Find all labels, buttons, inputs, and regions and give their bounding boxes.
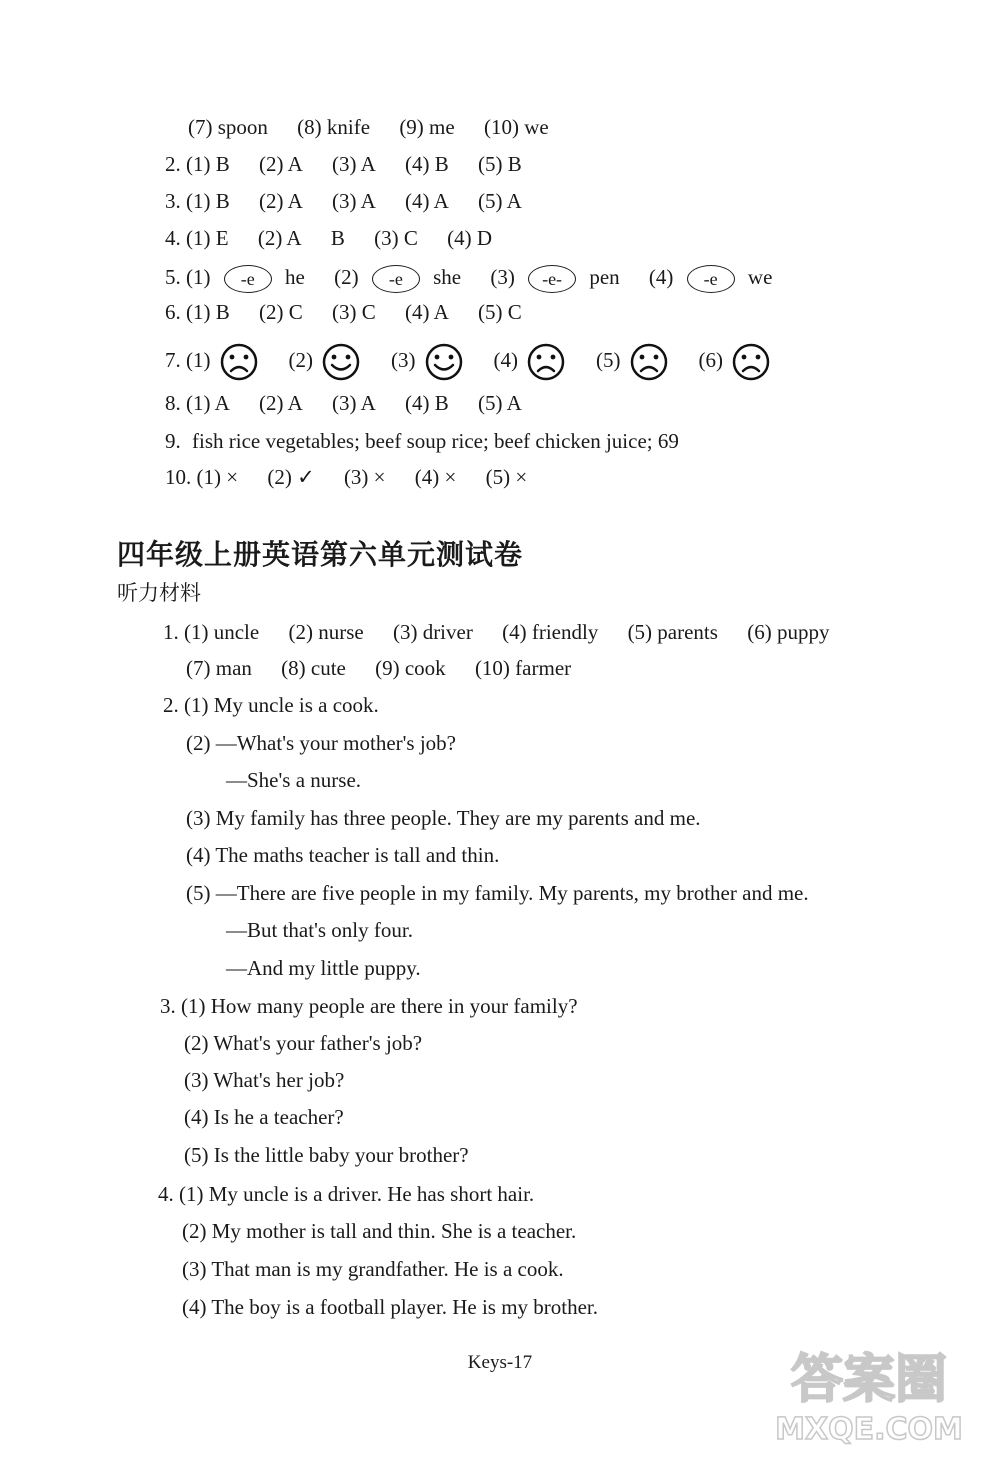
answer-item: (1) A [186, 391, 230, 415]
answer-label: (2) [288, 348, 313, 372]
answer-item: (3) × [343, 465, 386, 489]
listening-q1-row2 [186, 653, 595, 683]
question-number: 7. [165, 348, 181, 372]
sentence: (4) The boy is a football player. He is my brother. [182, 1295, 599, 1319]
word-item: (4) friendly [502, 620, 599, 644]
answer-item: (1) × [196, 465, 239, 489]
listening-q3-line [184, 1065, 344, 1095]
answer-item: (2) A [259, 152, 303, 176]
answer-line-q2 [165, 149, 546, 179]
sentence: (3) My family has three people. They are my parents and me. [186, 806, 701, 830]
answer-item: (8) knife [297, 115, 371, 139]
answer-item: (10) we [483, 115, 549, 139]
sentence: (3) That man is my grandfather. He is a cook. [182, 1257, 564, 1281]
listening-label: 听力材料 [117, 581, 201, 605]
answer-item: (1) E [186, 226, 229, 250]
listening-q2-line [163, 690, 379, 720]
sentence: (2) —What's your mother's job? [186, 731, 457, 755]
word-item: (8) cute [281, 656, 346, 680]
answer-item: (4) D [447, 226, 492, 250]
answer-item: (2) C [259, 300, 303, 324]
answer-item: (5) A [478, 189, 522, 213]
listening-q1-row1 [163, 617, 829, 647]
listening-q3-line [160, 991, 578, 1021]
unit-title: 四年级上册英语第六单元测试卷 [117, 538, 524, 571]
answer-label: (6) [698, 348, 723, 372]
question-number: 1. [163, 620, 179, 644]
answer-item: (3) C [332, 300, 376, 324]
answer-line-q9 [165, 426, 679, 456]
listening-q4-line [182, 1292, 598, 1322]
answer-item: (4) × [414, 465, 457, 489]
sentence: (1) My uncle is a driver. He has short hair. [179, 1182, 535, 1206]
sentence: (5) —There are five people in my family. My parents, my brother and me. [186, 881, 809, 905]
answer-line-q5 [165, 262, 796, 293]
listening-q2-line [186, 840, 499, 870]
word-item: (10) farmer [474, 656, 572, 680]
listening-q2-line [226, 765, 361, 795]
sentence: —And my little puppy. [226, 956, 421, 980]
sad-face-icon [731, 342, 771, 382]
listening-q3-line [184, 1028, 422, 1058]
answer-item: (5) C [478, 300, 522, 324]
answer-text: fish rice vegetables; beef soup rice; beef chicken juice; 69 [192, 429, 679, 453]
sentence: —She's a nurse. [226, 768, 362, 792]
answer-label: (1) [186, 348, 211, 372]
answer-label: (1) [186, 265, 211, 289]
sad-face-icon [629, 342, 669, 382]
sentence: (5) Is the little baby your brother? [184, 1143, 469, 1167]
word-item: (5) parents [627, 620, 718, 644]
listening-q3-line [184, 1102, 344, 1132]
answer-item: (5) × [485, 465, 528, 489]
circled-letter: -e [224, 265, 272, 293]
happy-face-icon [424, 342, 464, 382]
listening-q4-line [182, 1216, 576, 1246]
answer-line-q3 [165, 186, 546, 216]
listening-q2-line [186, 728, 456, 758]
answer-label: (3) [490, 265, 515, 289]
watermark-top-text: 答案圈 [790, 1350, 948, 1410]
sad-face-icon [219, 342, 259, 382]
listening-q2-line [186, 803, 701, 833]
question-number: 4. [165, 226, 181, 250]
answer-item: (5) A [478, 391, 522, 415]
question-number: 8. [165, 391, 181, 415]
question-number: 5. [165, 265, 181, 289]
watermark-bottom-text: MXQE.COM [775, 1412, 963, 1447]
answer-word: she [433, 265, 462, 289]
sentence: —But that's only four. [226, 918, 413, 942]
answer-item: (4) B [405, 391, 449, 415]
happy-face-icon [321, 342, 361, 382]
listening-q4-line [182, 1254, 564, 1284]
sad-face-icon [526, 342, 566, 382]
circled-letter: -e [372, 265, 420, 293]
answer-item: (4) A [405, 189, 449, 213]
sentence: (4) The maths teacher is tall and thin. [186, 843, 500, 867]
sentence: (1) My uncle is a cook. [184, 693, 379, 717]
answer-label: (5) [596, 348, 621, 372]
answer-item: (2) A [257, 226, 302, 250]
page-footer: Keys-17 [467, 1352, 533, 1373]
answer-item: (7) spoon [188, 115, 268, 139]
answer-label: (2) [334, 265, 359, 289]
answer-item: (5) B [478, 152, 522, 176]
answer-item: (1) B [186, 152, 230, 176]
question-number: 3. [160, 994, 176, 1018]
question-number: 4. [158, 1182, 174, 1206]
answer-line-q7 [165, 340, 771, 382]
word-item: (1) uncle [184, 620, 260, 644]
sentence: (1) How many people are there in your family? [181, 994, 578, 1018]
watermark-logo [754, 1339, 984, 1449]
question-number: 10. [165, 465, 192, 489]
answer-word: he [285, 265, 305, 289]
sentence: (2) What's your father's job? [184, 1031, 423, 1055]
sentence: (4) Is he a teacher? [184, 1105, 344, 1129]
answer-line-q6 [165, 297, 546, 327]
answer-item: (3) A [332, 189, 376, 213]
answer-item: B [330, 226, 345, 250]
answer-label: (3) [391, 348, 416, 372]
question-number: 6. [165, 300, 181, 324]
answer-item: (3) A [332, 391, 376, 415]
word-item: (6) puppy [747, 620, 830, 644]
answer-item: (1) B [186, 300, 230, 324]
answer-item: (3) C [374, 226, 418, 250]
answer-item: (9) me [399, 115, 455, 139]
listening-q2-line [226, 915, 413, 945]
listening-q4-line [158, 1179, 534, 1209]
answer-line-q8 [165, 388, 546, 418]
sentence: (2) My mother is tall and thin. She is a teacher. [182, 1219, 577, 1243]
answer-item: (4) B [405, 152, 449, 176]
word-item: (9) cook [375, 656, 446, 680]
face-answers [186, 340, 771, 382]
question-number: 2. [163, 693, 179, 717]
word-item: (3) driver [392, 620, 473, 644]
answer-line-q10 [165, 462, 551, 492]
answer-label: (4) [648, 265, 674, 289]
question-number: 3. [165, 189, 181, 213]
answer-line-q4 [165, 223, 516, 253]
listening-q3-line [184, 1140, 469, 1170]
question-number: 9. [165, 429, 181, 453]
answer-item: (4) A [405, 300, 449, 324]
listening-q2-line [186, 878, 809, 908]
answer-item: (2) A [259, 189, 303, 213]
sentence: (3) What's her job? [184, 1068, 345, 1092]
question-number: 2. [165, 152, 181, 176]
word-item: (7) man [186, 656, 252, 680]
answer-item: (2) ✓ [267, 465, 315, 489]
answer-word: we [747, 265, 773, 289]
answer-item: (2) A [259, 391, 303, 415]
circled-letter: -e [687, 265, 735, 293]
answer-line-q1-cont [188, 112, 573, 142]
answer-word: pen [589, 265, 620, 289]
listening-q2-line [226, 953, 421, 983]
word-item: (2) nurse [288, 620, 364, 644]
answer-item: (1) B [186, 189, 230, 213]
circled-letter: -e- [528, 265, 576, 293]
answer-label: (4) [493, 348, 518, 372]
answer-item: (3) A [332, 152, 376, 176]
